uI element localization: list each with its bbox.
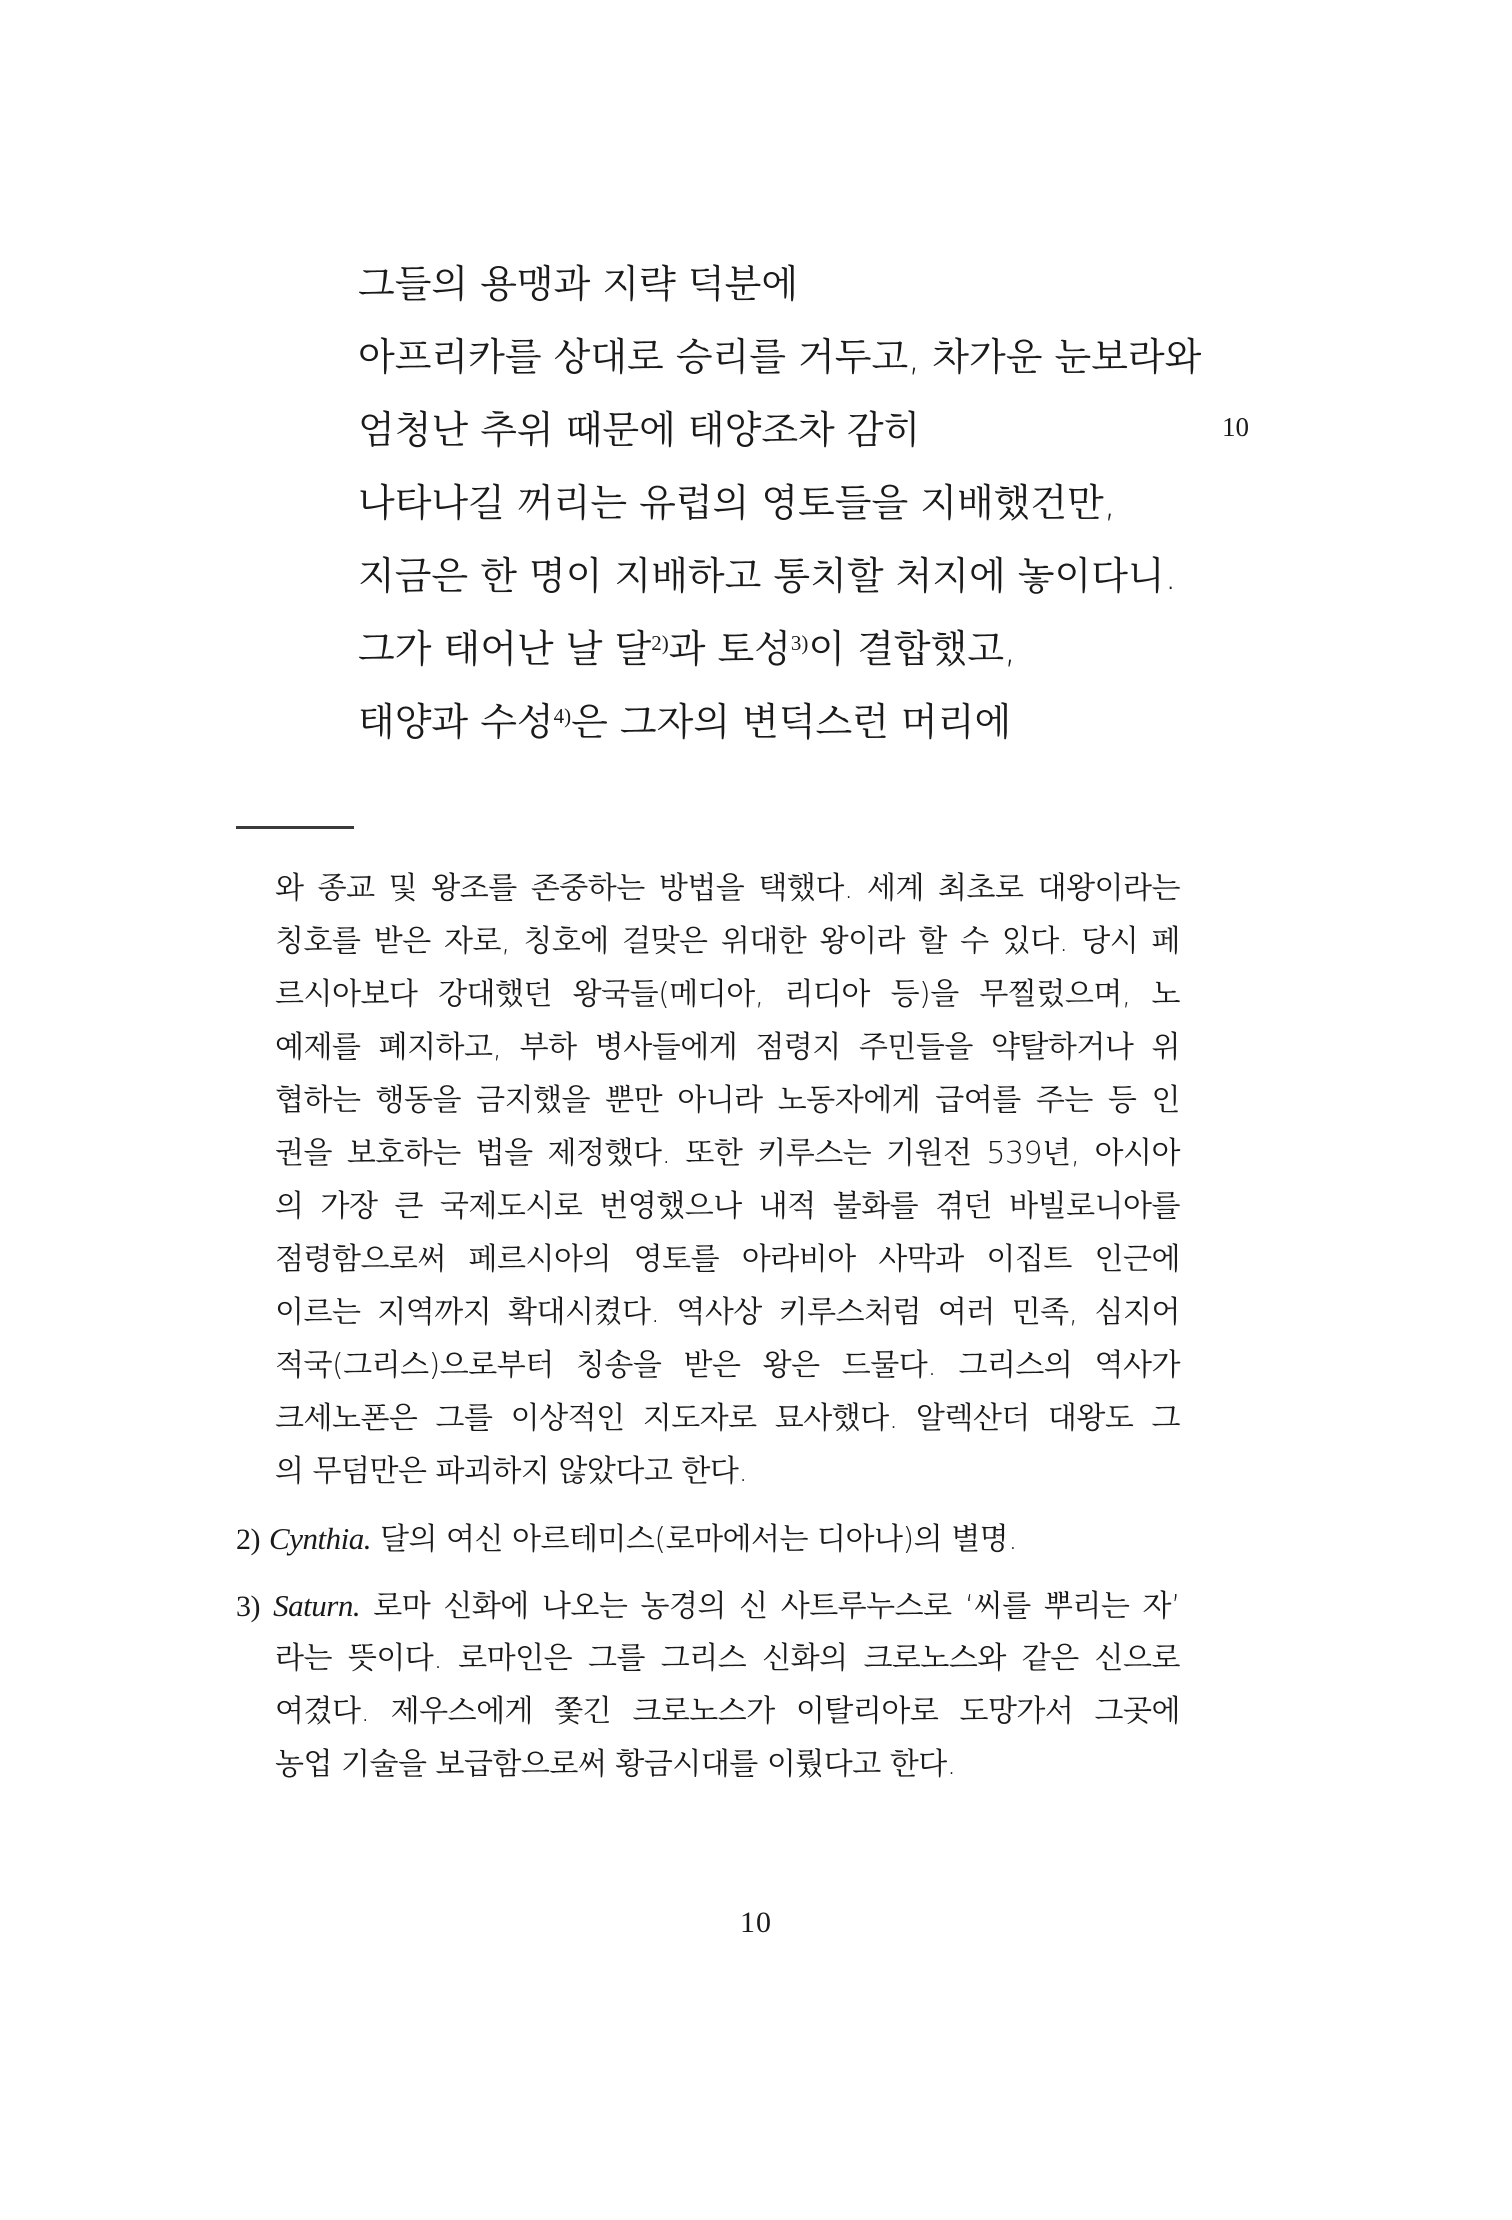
footnote-divider <box>236 826 354 829</box>
footnote-number: 2) <box>236 1523 260 1556</box>
footnote-line <box>236 1512 1180 1565</box>
verse-text: 과 토성 <box>668 627 791 671</box>
footnote-2 <box>236 1512 1180 1565</box>
footnote-3 <box>236 1579 1180 1791</box>
footnote-line: 예제를 폐지하고, 부하 병사들에게 점령지 주민들을 약탈하거나 위 <box>275 1030 1180 1065</box>
footnotes-section <box>236 862 1180 1791</box>
verse-line: 엄청난 추위 때문에 태양조차 감히 <box>358 408 921 452</box>
footnote-number: 3) <box>236 1590 260 1623</box>
verse-line: 나타나길 꺼리는 유럽의 영토들을 지배했건만, <box>358 481 1116 525</box>
verse-line: 그들의 용맹과 지략 덕분에 <box>358 262 799 306</box>
verse-line <box>358 613 1258 686</box>
verse-line-number: 10 <box>1222 412 1249 442</box>
footnote-ref-3[interactable]: 3) <box>790 631 809 655</box>
footnote-line: 점령함으로써 페르시아의 영토를 아라비아 사막과 이집트 인근에 <box>275 1242 1180 1277</box>
footnote-text: 달의 여신 아르테미스(로마에서는 디아나)의 별명. <box>370 1522 1018 1557</box>
footnote-term: Saturn. <box>273 1588 361 1623</box>
footnote-line: 의 무덤만은 파괴하지 않았다고 한다. <box>275 1454 748 1489</box>
footnote-line: 적국(그리스)으로부터 칭송을 받은 왕은 드물다. 그리스의 역사가 <box>275 1348 1180 1383</box>
verse-line: 아프리카를 상대로 승리를 거두고, 차가운 눈보라와 <box>358 335 1202 379</box>
footnote-line: 농업 기술을 보급함으로써 황금시대를 이뤘다고 한다. <box>275 1747 956 1782</box>
verse-text: 이 결합했고, <box>808 627 1017 671</box>
footnote-term: Cynthia. <box>269 1521 371 1556</box>
footnote-line: 이르는 지역까지 확대시켰다. 역사상 키루스처럼 여러 민족, 심지어 <box>275 1295 1180 1330</box>
footnote-line <box>236 1579 1180 1632</box>
footnote-ref-2[interactable]: 2) <box>651 631 669 655</box>
page-number: 10 <box>740 1906 772 1939</box>
footnote-line: 와 종교 및 왕조를 존중하는 방법을 택했다. 세계 최초로 대왕이라는 <box>275 871 1180 906</box>
verse-text: 은 그자의 변덕스런 머리에 <box>571 700 1012 744</box>
footnote-ref-4[interactable]: 4) <box>553 704 572 728</box>
footnote-continuation <box>236 862 1180 1498</box>
footnote-line: 라는 뜻이다. 로마인은 그를 그리스 신화의 크로노스와 같은 신으로 <box>275 1641 1180 1676</box>
footnote-line: 크세노폰은 그를 이상적인 지도자로 묘사했다. 알렉산더 대왕도 그 <box>275 1401 1180 1436</box>
footnote-line: 르시아보다 강대했던 왕국들(메디아, 리디아 등)을 무찔렀으며, 노 <box>275 977 1180 1012</box>
footnote-line: 칭호를 받은 자로, 칭호에 걸맞은 위대한 왕이라 할 수 있다. 당시 페 <box>275 924 1180 959</box>
footnote-line: 협하는 행동을 금지했을 뿐만 아니라 노동자에게 급여를 주는 등 인 <box>275 1083 1180 1118</box>
footnote-line: 의 가장 큰 국제도시로 번영했으나 내적 불화를 겪던 바빌로니아를 <box>275 1189 1180 1224</box>
verse-line <box>358 686 1258 759</box>
verse-line: 지금은 한 명이 지배하고 통치할 처지에 놓이다니. <box>358 554 1177 598</box>
verse-text: 태양과 수성 <box>358 700 554 744</box>
footnote-line: 권을 보호하는 법을 제정했다. 또한 키루스는 기원전 539년, 아시아 <box>275 1136 1180 1171</box>
verse-text: 그가 태어난 날 달 <box>358 627 652 671</box>
footnote-line: 여겼다. 제우스에게 쫓긴 크로노스가 이탈리아로 도망가서 그곳에 <box>275 1694 1180 1729</box>
footnote-text: 로마 신화에 나오는 농경의 신 사트루누스로 ‘씨를 뿌리는 자’ <box>360 1589 1180 1624</box>
verse-block <box>358 248 1258 759</box>
